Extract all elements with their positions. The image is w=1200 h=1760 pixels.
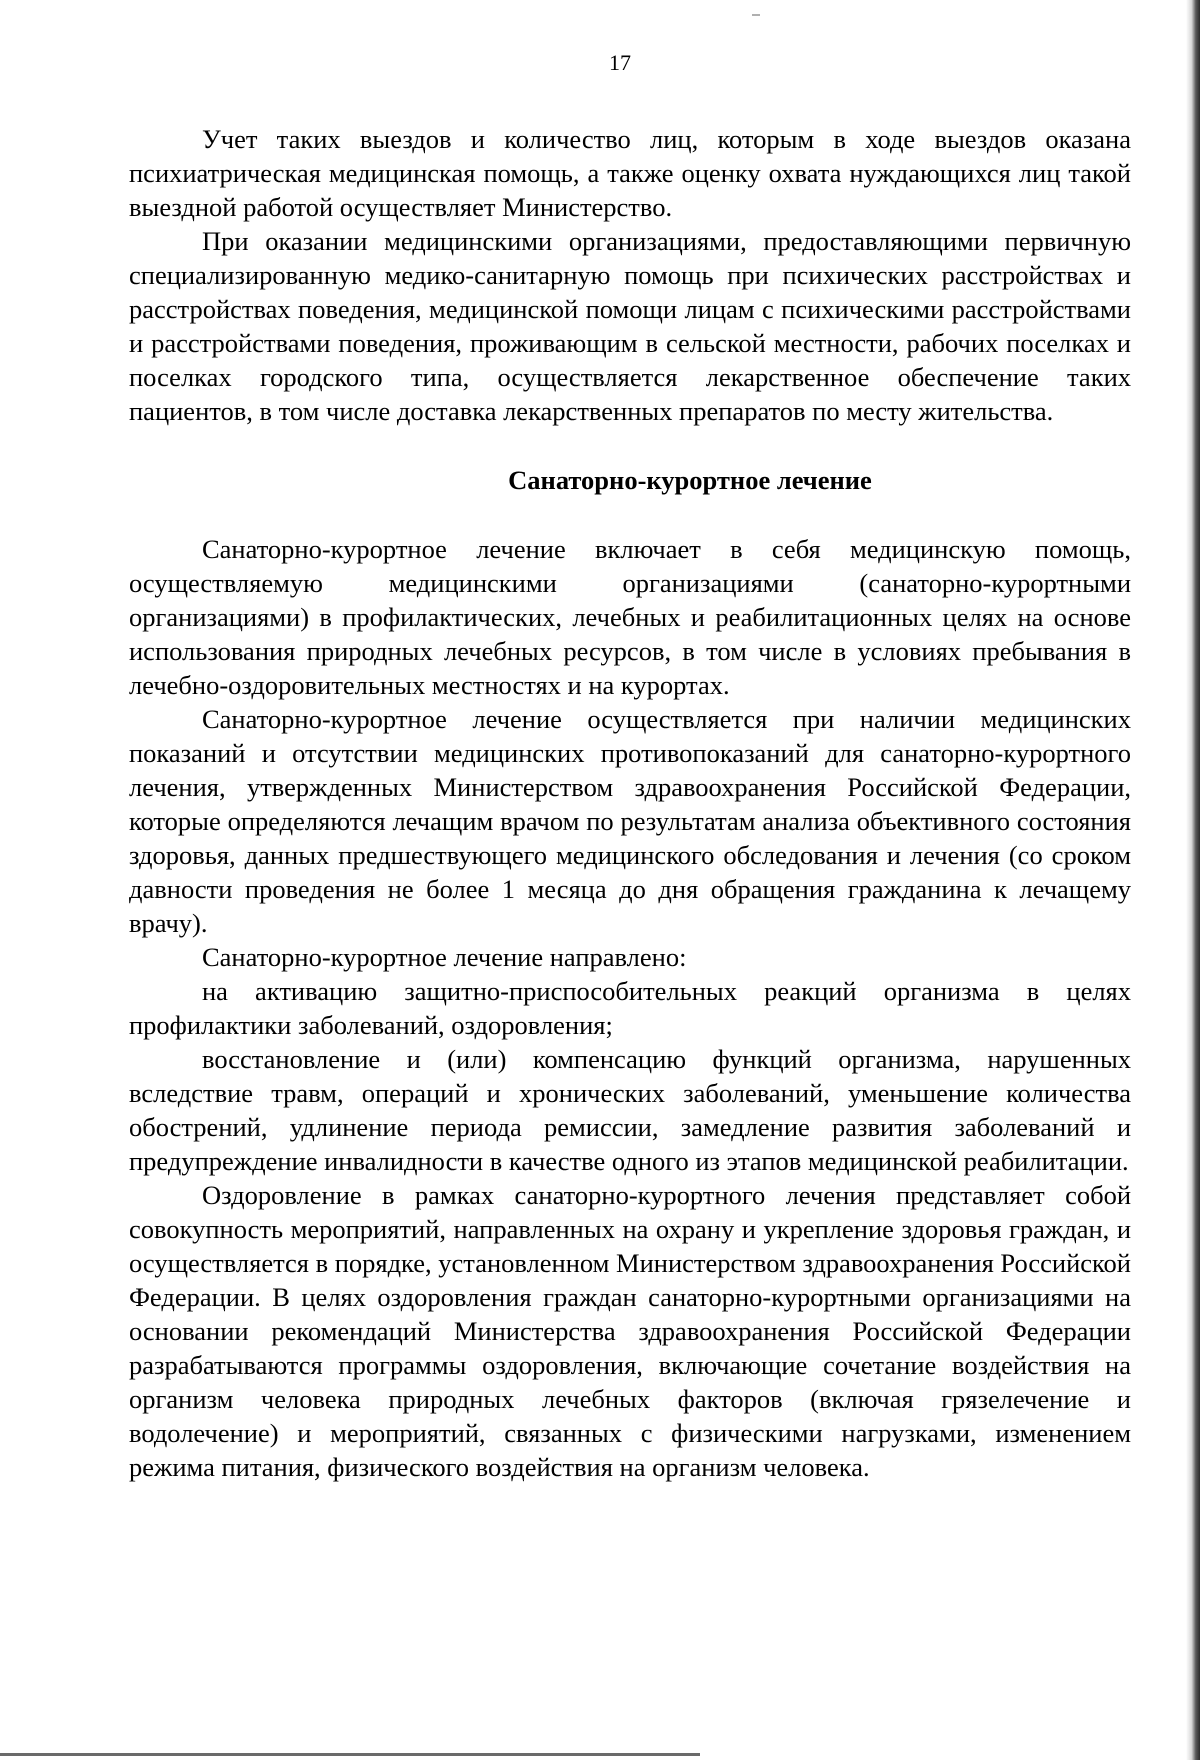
- document-body: [129, 122, 1131, 1484]
- paragraph: При оказании медицинскими организациями, предоставляющими первичную специализированную медико-санитарную помощь при психических расстройствах и расстройствах поведения, медицинской помощи лицам с психическими расстройствами и расстройствами поведения, проживающим в сельской местности, рабочих поселках и поселках городского типа, осуществляется лекарственное обеспечение таких пациентов, в том числе доставка лекарственных препаратов по месту жительства.: [129, 226, 1131, 426]
- list-item: на активацию защитно-приспособительных реакций организма в целях профилактики заболеваний, оздоровления;: [129, 976, 1131, 1040]
- paragraph: Санаторно-курортное лечение осуществляется при наличии медицинских показаний и отсутствии медицинских противопоказаний для санаторно-курортного лечения, утвержденных Министерством здравоохранения Российской Федерации, которые определяются лечащим врачом по результатам анализа объективного состояния здоровья, данных предшествующего медицинского обследования и лечения (со сроком давности проведения не более 1 месяца до дня обращения гражданина к лечащему врачу).: [129, 704, 1131, 938]
- scan-bottom-line: [0, 1753, 700, 1756]
- page-number: 17: [609, 50, 631, 75]
- scan-mark: [752, 14, 760, 16]
- paragraph: Оздоровление в рамках санаторно-курортного лечения представляет собой совокупность мероприятий, направленных на охрану и укрепление здоровья граждан, и осуществляется в порядке, установленном Министерством здравоохранения Российской Федерации. В целях оздоровления граждан санаторно-курортными организациями на основании рекомендаций Министерства здравоохранения Российской Федерации разрабатываются программы оздоровления, включающие сочетание воздействия на организм человека природных лечебных факторов (включая грязелечение и водолечение) и мероприятий, связанных с физическими нагрузками, изменением режима питания, физического воздействия на организм человека.: [129, 1180, 1131, 1482]
- list-item: восстановление и (или) компенсацию функций организма, нарушенных вследствие травм, операций и хронических заболеваний, уменьшение количества обострений, удлинение периода ремиссии, замедление развития заболеваний и предупреждение инвалидности в качестве одного из этапов медицинской реабилитации.: [129, 1044, 1131, 1176]
- scan-edge-shadow: [1186, 0, 1200, 1760]
- paragraph: Учет таких выездов и количество лиц, которым в ходе выездов оказана психиатрическая медицинская помощь, а также оценку охвата нуждающихся лиц такой выездной работой осуществляет Министерство.: [129, 124, 1131, 222]
- paragraph: Санаторно-курортное лечение направлено:: [202, 942, 687, 972]
- section-heading: Санаторно-курортное лечение: [508, 465, 872, 495]
- paragraph: Санаторно-курортное лечение включает в себя медицинскую помощь, осуществляемую медицинскими организациями (санаторно-курортными организациями) в профилактических, лечебных и реабилитационных целях на основе использования природных лечебных ресурсов, в том числе в условиях пребывания в лечебно-оздоровительных местностях и на курортах.: [129, 534, 1131, 700]
